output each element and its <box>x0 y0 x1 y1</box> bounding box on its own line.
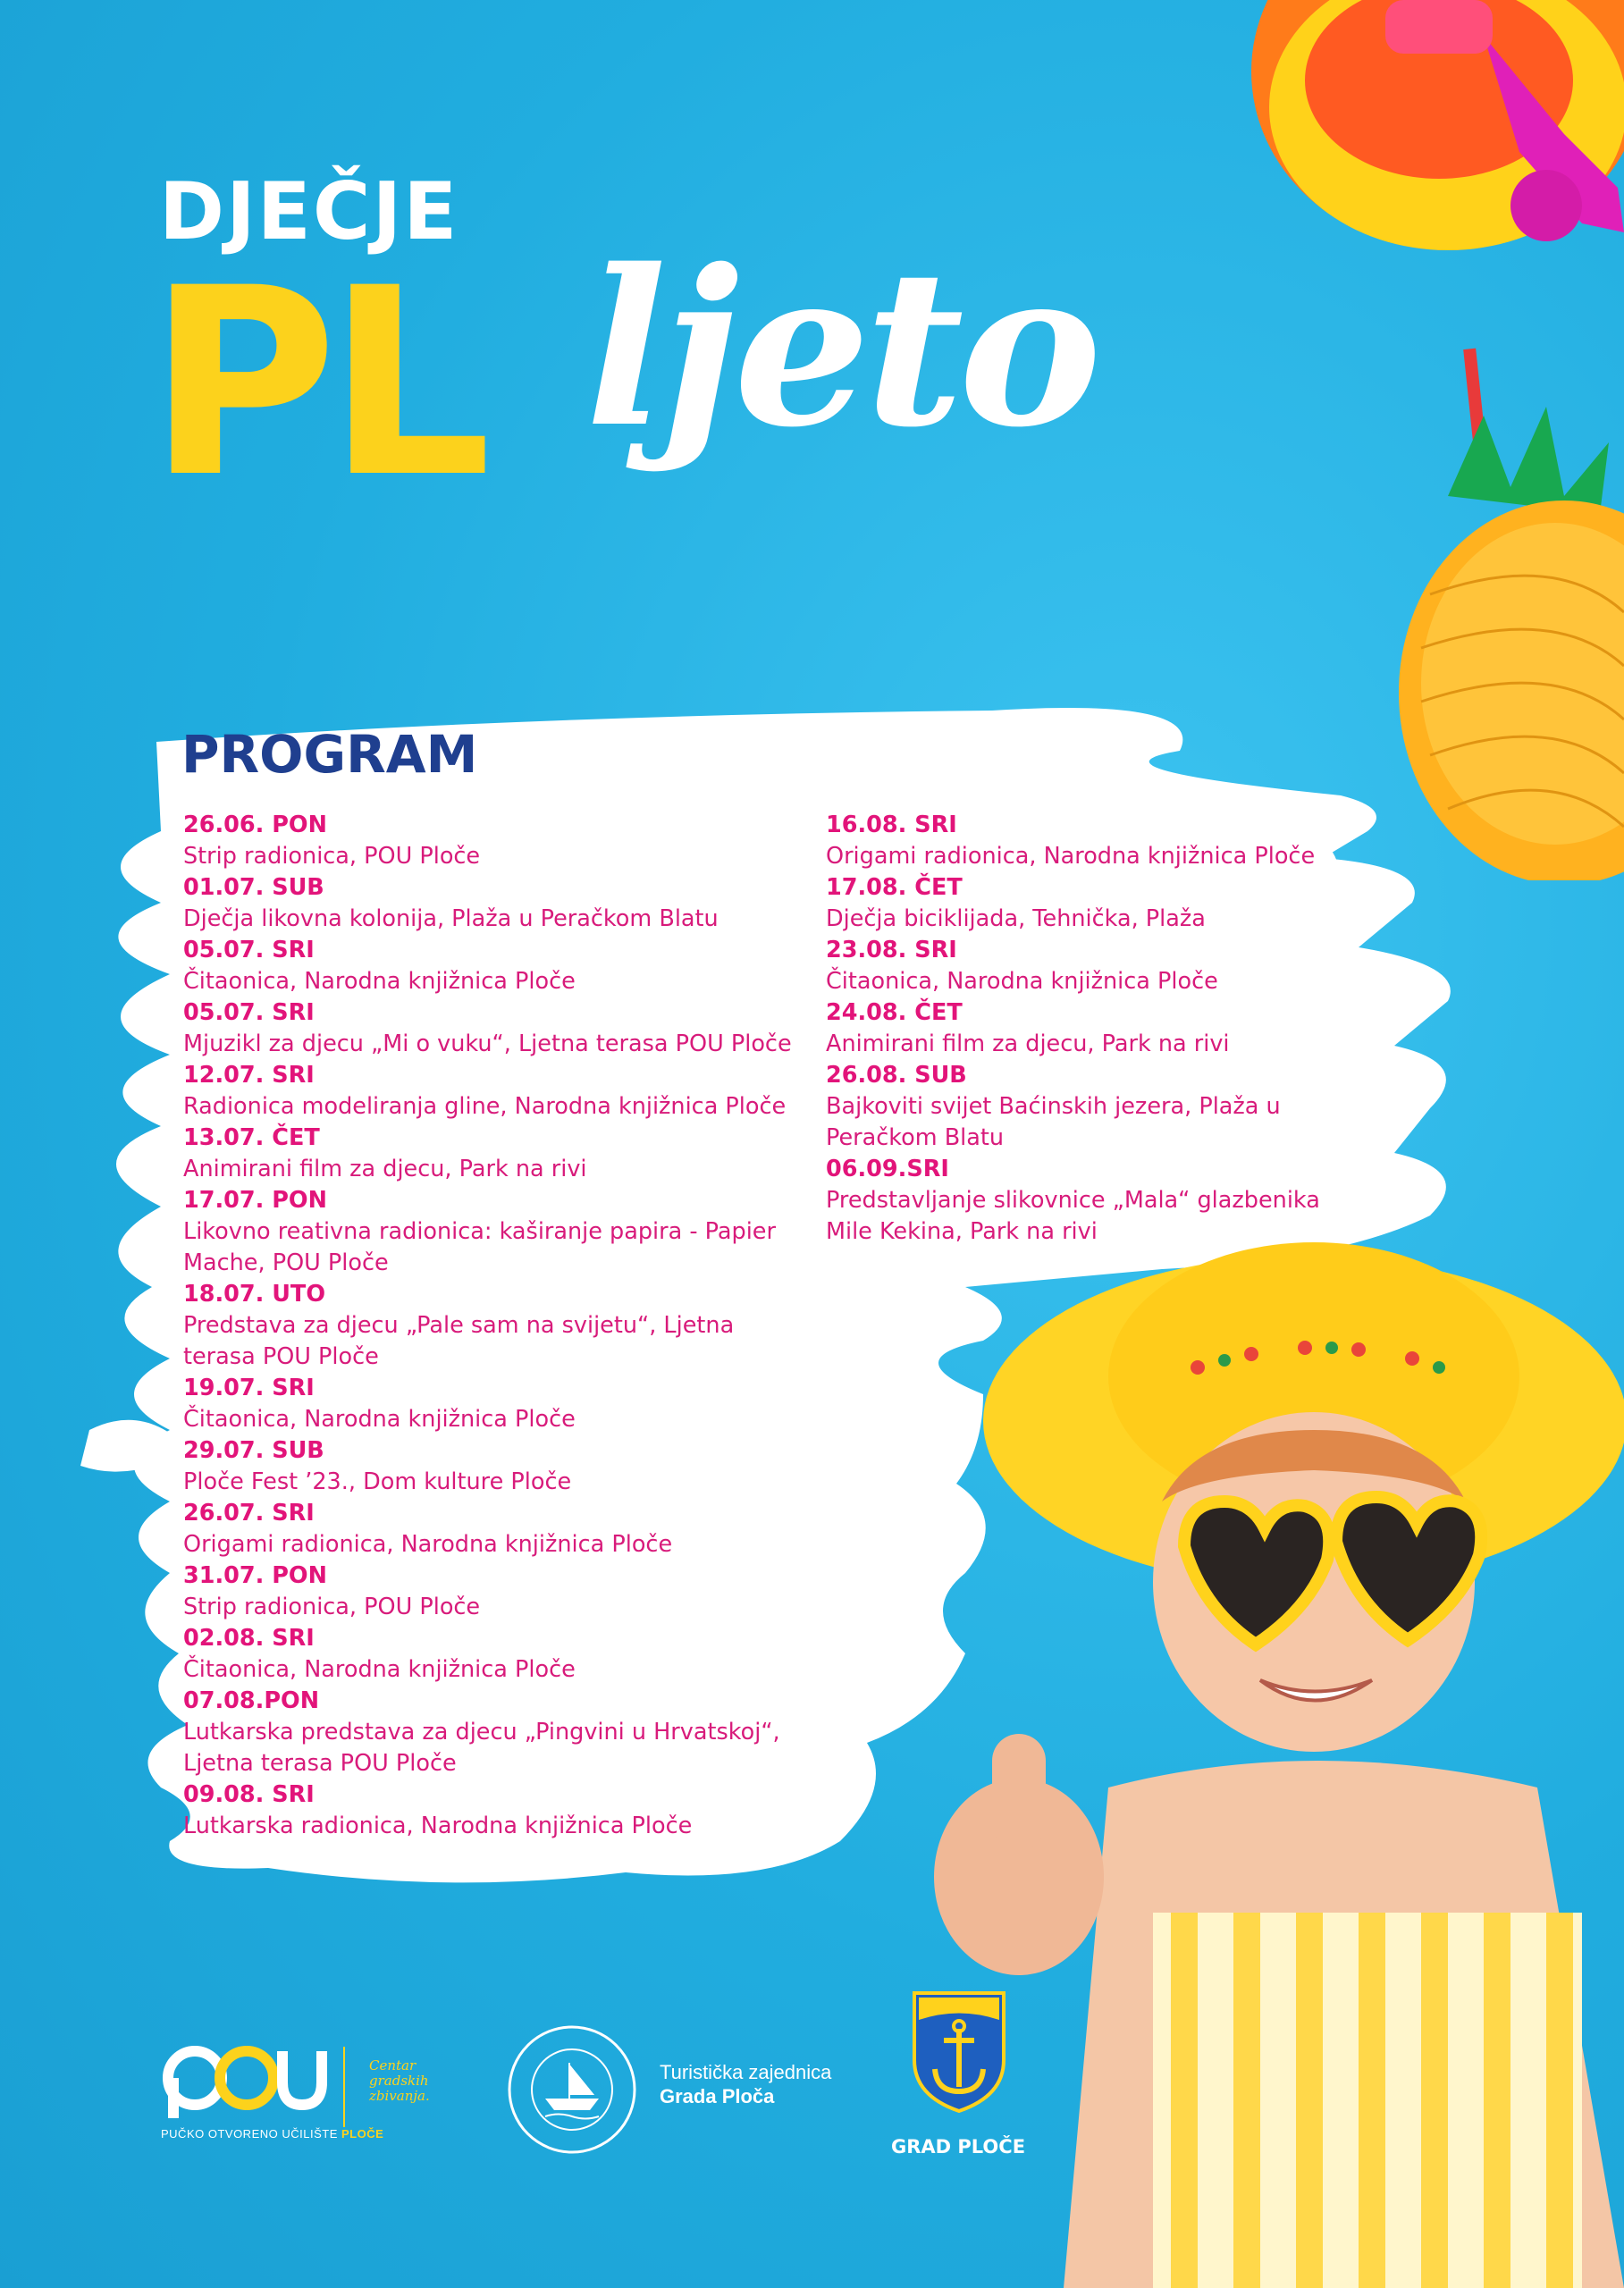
event-date: 07.08.PON <box>183 1687 320 1714</box>
event-description: Likovno reativna radionica: kaširanje papira - Papier Mache, POU Ploče <box>183 1218 776 1276</box>
list-item <box>183 1779 800 1842</box>
event-date: 31.07. PON <box>183 1562 327 1589</box>
event-date: 13.07. ČET <box>183 1124 320 1151</box>
list-item <box>826 997 1362 1060</box>
event-description: Dječja likovna kolonija, Plaža u Peračkom Blatu <box>183 905 719 932</box>
list-item <box>183 810 800 872</box>
pou-subtitle-text: PUČKO OTVORENO UČILIŠTE <box>161 2127 341 2141</box>
event-date: 24.08. ČET <box>826 999 963 1026</box>
event-description: Animirani film za djecu, Park na rivi <box>826 1030 1230 1057</box>
event-description: Mjuzikl za djecu „Mi o vuku“, Ljetna terasa POU Ploče <box>183 1030 792 1057</box>
list-item <box>183 1185 800 1279</box>
list-item <box>826 1060 1362 1154</box>
list-item <box>183 1060 800 1123</box>
event-description: Origami radionica, Narodna knjižnica Ploče <box>826 843 1316 870</box>
event-date: 06.09.SRI <box>826 1156 949 1182</box>
event-description: Lutkarska predstava za djecu „Pingvini u Hrvatskoj“, Ljetna terasa POU Ploče <box>183 1719 780 1777</box>
list-item <box>826 935 1362 997</box>
list-item <box>183 997 800 1060</box>
list-item <box>183 1560 800 1623</box>
event-description: Predstava za djecu „Pale sam na svijetu“, Ljetna terasa POU Ploče <box>183 1312 735 1370</box>
centar-tagline: Centar gradskih zbivanja. <box>369 2057 430 2104</box>
anchor-coat-of-arms-icon <box>910 1989 1008 2114</box>
event-description: Strip radionica, POU Ploče <box>183 1594 481 1620</box>
list-item <box>826 872 1362 935</box>
event-date: 02.08. SRI <box>183 1625 315 1652</box>
list-item <box>183 1373 800 1435</box>
event-description: Bajkoviti svijet Baćinskih jezera, Plaža u Peračkom Blatu <box>826 1093 1281 1151</box>
event-list-right <box>826 810 1362 1248</box>
event-description: Animirani film za djecu, Park na rivi <box>183 1156 587 1182</box>
event-date: 23.08. SRI <box>826 937 957 963</box>
list-item <box>183 1279 800 1373</box>
list-item <box>183 872 800 935</box>
list-item <box>183 1123 800 1185</box>
list-item <box>183 935 800 997</box>
title-pl: PL <box>147 233 482 534</box>
event-date: 01.07. SUB <box>183 874 324 901</box>
event-description: Lutkarska radionica, Narodna knjižnica Ploče <box>183 1813 693 1839</box>
event-date: 18.07. UTO <box>183 1281 326 1308</box>
tz-name-line1: Turistička zajednica <box>660 2061 832 2083</box>
event-date: 16.08. SRI <box>826 812 957 838</box>
program-heading: PROGRAM <box>181 724 478 785</box>
event-date: 17.07. PON <box>183 1187 327 1214</box>
event-date: 09.08. SRI <box>183 1781 315 1808</box>
grad-ploce-label: GRAD PLOČE <box>891 2136 1026 2158</box>
event-date: 12.07. SRI <box>183 1062 315 1089</box>
list-item <box>826 810 1362 872</box>
list-item <box>183 1498 800 1560</box>
event-description: Origami radionica, Narodna knjižnica Ploče <box>183 1531 673 1558</box>
event-date: 05.07. SRI <box>183 999 315 1026</box>
pou-logo-icon <box>159 2038 329 2118</box>
event-date: 26.06. PON <box>183 812 327 838</box>
pou-subtitle-bold: PLOČE <box>341 2127 384 2141</box>
event-date: 26.07. SRI <box>183 1500 315 1527</box>
child-photo-icon <box>930 1233 1624 2288</box>
tz-name-line2: Grada Ploča <box>660 2085 775 2107</box>
event-list-left <box>183 810 800 1842</box>
event-date: 29.07. SUB <box>183 1437 324 1464</box>
event-description: Radionica modeliranja gline, Narodna knjižnica Ploče <box>183 1093 787 1120</box>
event-description: Čitaonica, Narodna knjižnica Ploče <box>826 968 1218 995</box>
event-date: 19.07. SRI <box>183 1375 315 1401</box>
ship-seal-icon <box>505 2023 639 2157</box>
event-description: Dječja biciklijada, Tehnička, Plaža <box>826 905 1206 932</box>
pou-subtitle <box>161 2127 383 2141</box>
list-item <box>183 1435 800 1498</box>
event-date: 17.08. ČET <box>826 874 963 901</box>
event-description: Ploče Fest ’23., Dom kulture Ploče <box>183 1468 572 1495</box>
event-description: Predstavljanje slikovnice „Mala“ glazbenika Mile Kekina, Park na rivi <box>826 1187 1320 1245</box>
list-item <box>183 1686 800 1779</box>
event-description: Čitaonica, Narodna knjižnica Ploče <box>183 1406 576 1433</box>
event-description: Strip radionica, POU Ploče <box>183 843 481 870</box>
list-item <box>183 1623 800 1686</box>
event-date: 26.08. SUB <box>826 1062 967 1089</box>
divider <box>343 2047 345 2127</box>
event-date: 05.07. SRI <box>183 937 315 963</box>
title-djecje: DJEČJE <box>159 165 459 257</box>
event-description: Čitaonica, Narodna knjižnica Ploče <box>183 1656 576 1683</box>
title-ljeto: ljeto <box>585 223 1097 475</box>
event-description: Čitaonica, Narodna knjižnica Ploče <box>183 968 576 995</box>
